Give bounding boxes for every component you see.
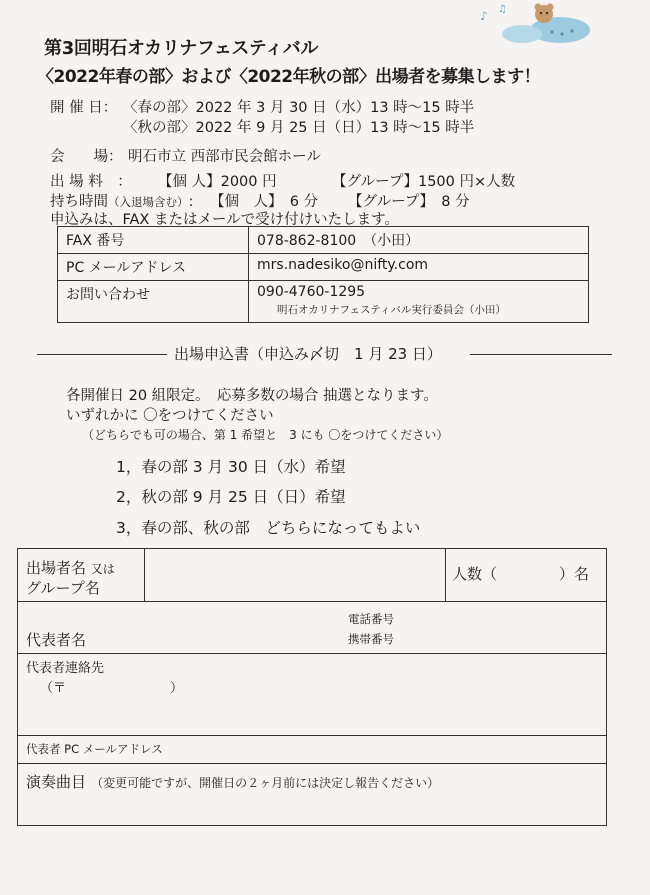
contact-sub: 明石オカリナフェスティバル実行委員会（小田） [277,304,506,316]
mark-instruction: いずれかに 〇をつけてください [66,408,274,424]
songs-label: 演奏曲目 [26,773,87,791]
limit-note: 各開催日 20 組限定。 応募多数の場合 抽選となります。 [66,388,438,404]
name-field[interactable] [26,557,115,578]
mark-note: （どちらでも可の場合、第 1 希望と 3 にも 〇をつけてください） [82,428,449,442]
contact-value: 078-862-8100 （小田） [249,227,589,254]
apply-note: 申込みは、FAX またはメールで受け付けいたします。 [50,212,400,228]
name-or: 又は [90,562,115,576]
venue-value: 明石市立 西部市民会館ホール [128,149,321,165]
flyer-title: 第3回明石オカリナフェスティバル [44,38,319,59]
group-label: グループ名 [26,579,100,597]
time-note: （入退場含む） [108,195,189,209]
phone-label: 電話番号 [348,612,394,626]
schedule-label: 開 催 日： [50,100,118,116]
schedule-autumn: 〈秋の部〉2022 年 9 月 25 日（日）13 時～15 時半 [123,120,475,136]
choice-3: 3，春の部、秋の部 どちらになってもよい [116,519,421,537]
contact-row [58,227,589,254]
postal-open: （〒 [40,681,67,696]
songs-note: （変更可能ですが、開催日の２ヶ月前には決定し報告ください） [91,776,440,790]
form-divider [18,763,606,764]
contact-key: FAX 番号 [58,227,249,254]
name-label: 出場者名 [26,559,87,577]
ocarina-illustration [472,0,592,46]
songs-field[interactable] [26,771,439,792]
time-label-text: 持ち時間 [50,194,108,210]
contact-row [58,254,589,281]
count-field[interactable] [452,563,589,584]
header-rule-left [37,354,167,355]
postal-close: ） [170,681,184,696]
fee-label: 出 場 料 ： [50,174,132,190]
choice-1: 1，春の部 3 月 30 日（水）希望 [116,458,346,476]
time-group: 【グループ】 8 分 [348,194,470,210]
choice-2: 2，秋の部 9 月 25 日（日）希望 [116,488,346,506]
flyer-subtitle: 〈2022年春の部〉および〈2022年秋の部〉出場者を募集します！ [37,67,541,87]
postal-field[interactable] [40,677,183,696]
time-individual: 【個 人】 6 分 [210,194,319,210]
fee-group: 【グループ】1500 円×人数 [332,174,516,190]
contact-row [58,281,589,323]
contact-key: お問い合わせ [58,281,249,323]
fee-individual: 【個 人】2000 円 [158,174,277,190]
schedule-spring: 〈春の部〉2022 年 3 月 30 日（水）13 時～15 時半 [123,100,475,116]
contact-email[interactable]: mrs.nadesiko@nifty.com [249,254,589,281]
rep-contact-label: 代表者連絡先 [26,661,105,676]
svg-text:♫: ♫ [498,4,507,15]
form-header: 出場申込書（申込み〆切 1 月 23 日） [174,345,442,363]
form-divider [144,549,145,601]
form-divider [18,735,606,736]
time-colon: : [188,194,194,210]
application-form [17,548,607,826]
svg-text:♪: ♪ [480,9,488,23]
contact-phone-cell [249,281,589,323]
header-rule-right [470,354,612,355]
mobile-label: 携帯番号 [348,632,394,646]
form-divider [18,601,606,602]
venue-label: 会 場： [50,149,123,165]
form-divider [18,653,606,654]
count-close: ）名 [559,565,590,583]
rep-name-label: 代表者名 [26,631,87,649]
contact-value: 090-4760-1295 [257,284,366,300]
form-divider [445,549,446,601]
count-label: 人数（ [452,565,498,583]
contact-table [57,226,589,323]
rep-email-label: 代表者 PC メールアドレス [26,742,163,756]
contact-key: PC メールアドレス [58,254,249,281]
